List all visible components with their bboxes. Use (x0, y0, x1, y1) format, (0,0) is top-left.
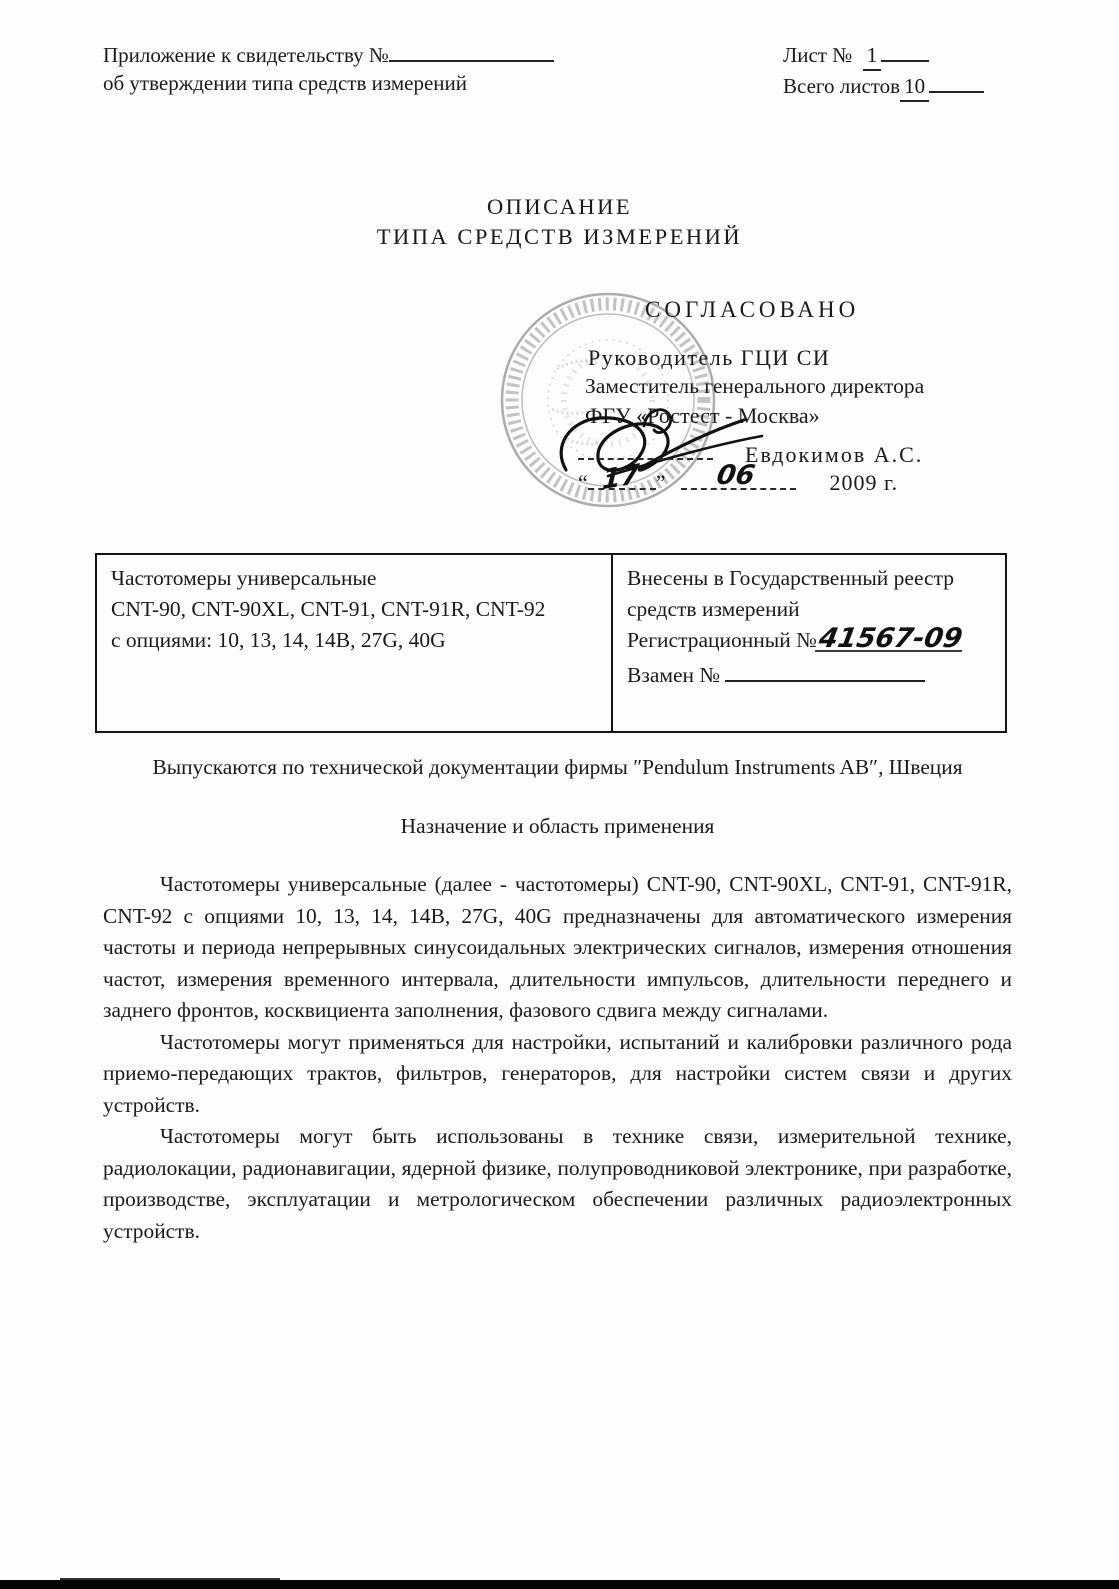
appendix-label: Приложение к свидетельству № (103, 43, 389, 67)
certificate-number-blank (389, 40, 554, 62)
instrument-name: Частотомеры универсальные (111, 566, 377, 590)
instrument-models: CNT-90, CNT-90XL, CNT-91, CNT-91R, CNT-92 (111, 597, 546, 621)
issued-by-line: Выпускаются по технической документации фирмы ″Pendulum Instruments AB″, Швеция (152, 755, 963, 779)
signature-blank-line (578, 440, 713, 460)
instrument-options: с опциями: 10, 13, 14, 14B, 27G, 40G (111, 628, 446, 652)
replaces-blank (725, 660, 925, 682)
approved-label: СОГЛАСОВАНО (645, 297, 860, 322)
total-sheets-number: 10 (900, 72, 929, 102)
section-heading: Назначение и область применения (400, 813, 715, 838)
registration-number-label: Регистрационный № (627, 628, 817, 652)
header-right (783, 40, 984, 102)
title-line1: ОПИСАНИЕ (486, 194, 633, 219)
scan-artifact-bar (0, 1580, 1119, 1589)
paragraph-applications: Частотомеры могут применяться для настройки, испытаний и калибровки различного рода приемо-передающих трактов, фильтров, генераторов, для настройки систем связи и других устройств. (103, 1029, 1012, 1117)
replaces-label: Взамен № (627, 663, 720, 687)
sheet-label: Лист № (783, 43, 853, 67)
approver-title-line2: Заместитель генерального директора (585, 374, 925, 398)
date-day-handwritten: 17 (601, 458, 640, 497)
body-text (103, 752, 1012, 1247)
register-line2: средств измерений (627, 597, 800, 621)
sheet-blank (881, 40, 929, 62)
register-cell (613, 555, 1005, 731)
total-sheets-label: Всего листов (783, 74, 901, 98)
paragraph-usage: Частотомеры могут быть использованы в технике связи, измерительной технике, радиолокации, радионавигации, ядерной физике, полупроводниковой электронике, при разработке, производстве, эксплуатации и метрологическом обеспечении различных радиоэлектронных устройств. (103, 1124, 1012, 1243)
instrument-cell (97, 555, 613, 731)
date-month-handwritten: 06 (714, 460, 758, 491)
date-year: 2009 г. (829, 470, 899, 495)
header-left (103, 40, 554, 97)
date-close-quote: ” (655, 470, 666, 495)
registration-number-handwritten: 41567-09 (816, 623, 965, 654)
approver-title-line3: ФГУ «Ростест - Москва» (585, 403, 820, 428)
date-open-quote: “ (578, 470, 588, 495)
register-line1: Внесены в Государственный реестр (627, 566, 955, 590)
signer-name: Евдокимов А.С. (745, 442, 924, 467)
document-title (0, 192, 1119, 252)
approver-title-line1: Руководитель ГЦИ СИ (588, 345, 831, 370)
appendix-label-line2: об утверждении типа средств измерений (103, 71, 468, 95)
approval-date-line (578, 458, 899, 497)
registration-table (95, 553, 1007, 733)
total-sheets-blank (929, 71, 984, 93)
sheet-number: 1 (863, 41, 882, 71)
paragraph-purpose: Частотомеры универсальные (далее - частотомеры) CNT-90, CNT-90XL, CNT-91, CNT-91R, CNT-92 с опциями 10, 13, 14, 14B, 27G, 40G предназначены для автоматического измерения частоты и периода непрерывных синусоидальных электрических сигналов, измерения отношения частот, измерения временного интервала, длительности импульсов, длительности переднего и заднего фронтов, косквициента заполнения, фазового сдвига между сигналами. (103, 872, 1012, 1022)
title-line2: ТИПА СРЕДСТВ ИЗМЕРЕНИЙ (376, 224, 743, 249)
